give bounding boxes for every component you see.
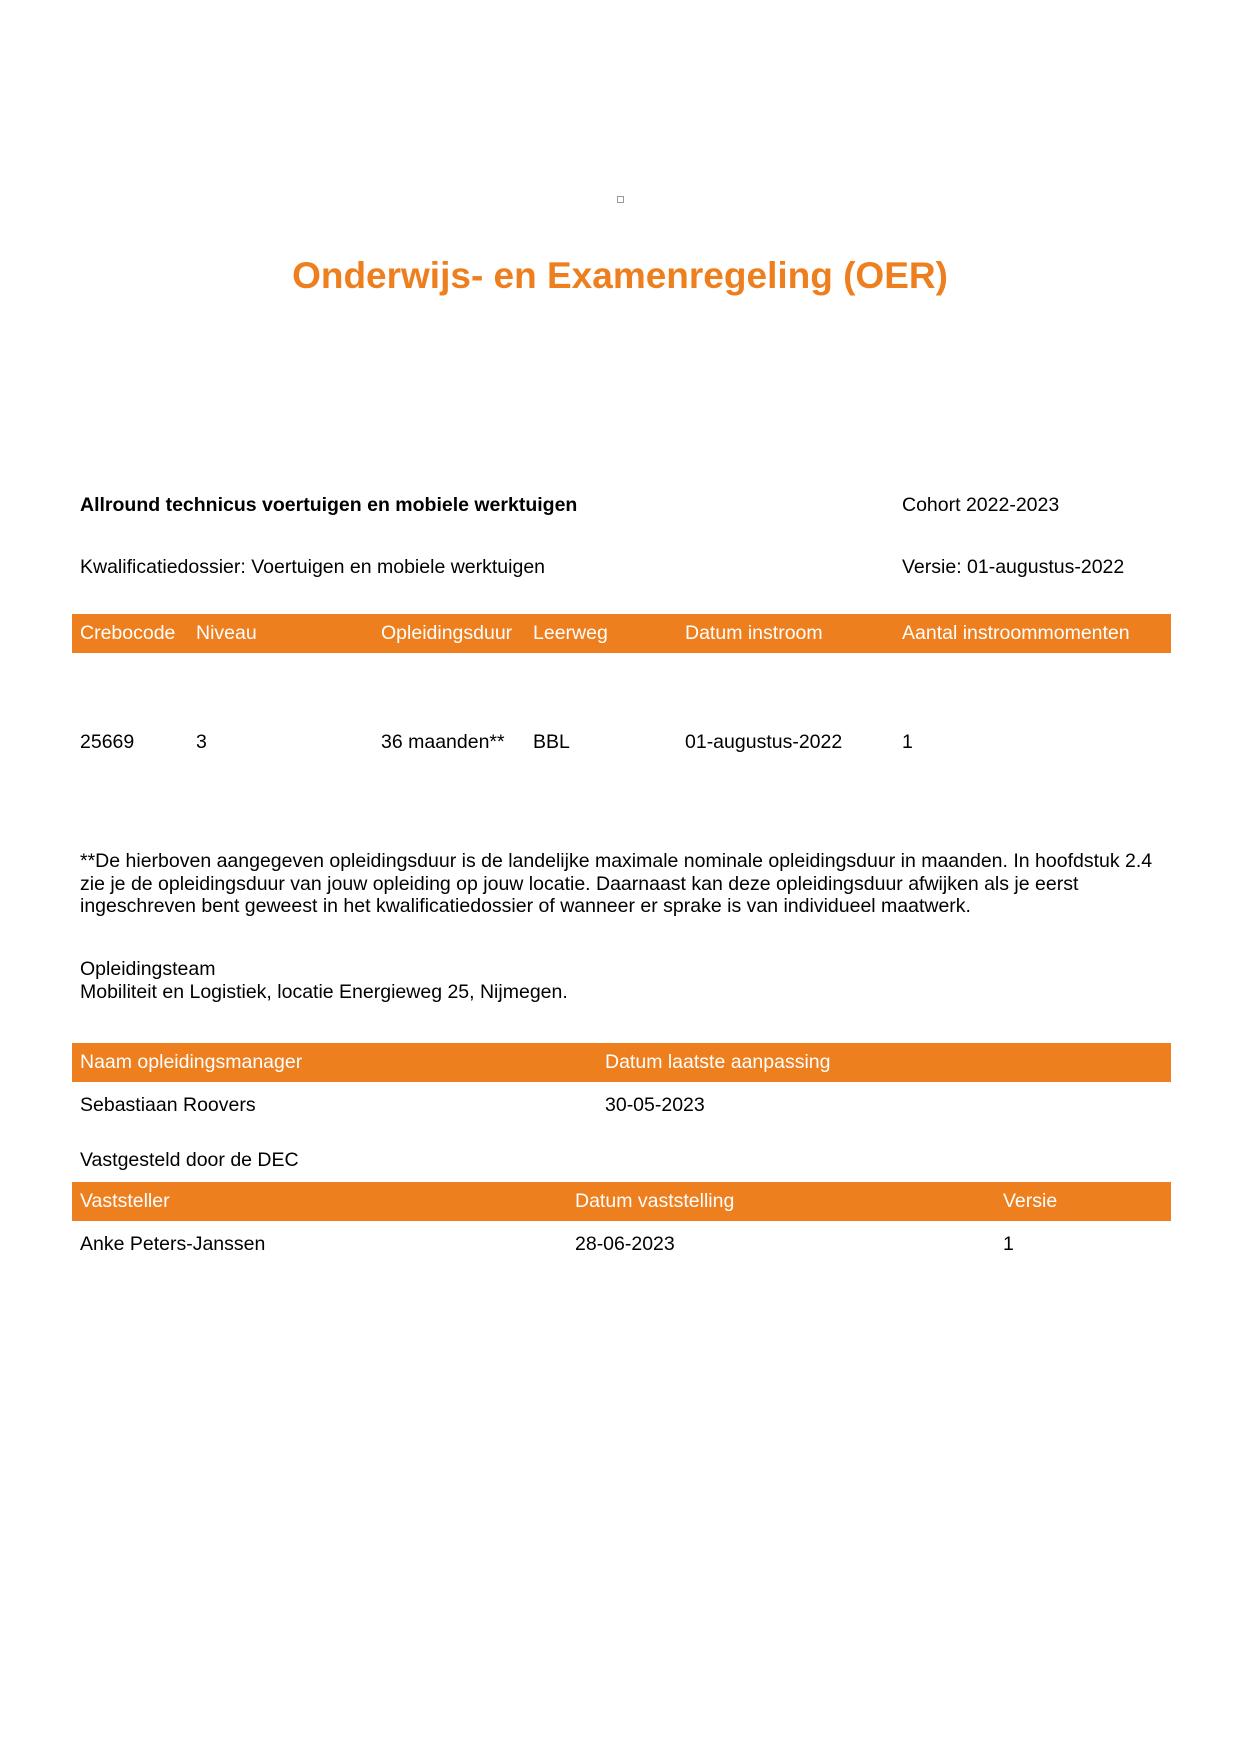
- cell-niveau: 3: [196, 731, 207, 753]
- team-location: Mobiliteit en Logistiek, locatie Energieweg 25, Nijmegen.: [80, 981, 568, 1003]
- cell-last-modified: 30-05-2023: [605, 1094, 705, 1116]
- header-vaststeller: Vaststeller: [80, 1190, 170, 1212]
- header-opleidingsduur: Opleidingsduur: [381, 622, 513, 644]
- image-placeholder: [617, 196, 624, 203]
- cell-aantal-instroommomenten: 1: [902, 731, 913, 753]
- cell-leerweg: BBL: [533, 731, 570, 753]
- info-table-header: [72, 614, 1171, 653]
- cohort-label: Cohort 2022-2023: [902, 494, 1060, 516]
- header-versie: Versie: [1003, 1190, 1058, 1212]
- program-name: Allround technicus voertuigen en mobiele werktuigen: [80, 494, 578, 516]
- dec-label: Vastgesteld door de DEC: [80, 1149, 299, 1171]
- header-leerweg: Leerweg: [533, 622, 608, 644]
- page-title: Onderwijs- en Examenregeling (OER): [292, 255, 948, 296]
- header-aantal-instroommomenten: Aantal instroommomenten: [902, 622, 1130, 644]
- header-naam-opleidingsmanager: Naam opleidingsmanager: [80, 1051, 303, 1073]
- header-datum-laatste-aanpassing: Datum laatste aanpassing: [605, 1051, 831, 1073]
- cell-crebocode: 25669: [80, 731, 135, 753]
- team-block: [80, 958, 568, 1004]
- version-label: Versie: 01-augustus-2022: [902, 556, 1125, 578]
- cell-vaststeller: Anke Peters-Janssen: [80, 1233, 266, 1255]
- cell-datum-vaststelling: 28-06-2023: [575, 1233, 675, 1255]
- approval-table-header: [72, 1182, 1171, 1221]
- header-datum-vaststelling: Datum vaststelling: [575, 1190, 735, 1212]
- cell-datum-instroom: 01-augustus-2022: [685, 731, 843, 753]
- cell-versie: 1: [1003, 1233, 1014, 1255]
- cell-opleidingsduur: 36 maanden**: [381, 731, 505, 753]
- manager-table-header: [72, 1043, 1171, 1082]
- footnote: **De hierboven aangegeven opleidingsduur is de landelijke maximale nominale opleidingsduur in maanden. In hoofdstuk 2.4 zie je de opleidingsduur van jouw opleiding op jouw locatie. Daarnaast kan deze opleidingsduur afwijken als je eerst ingeschreven bent geweest in het kwalificatiedossier of wanneer er sprake is van individueel maatwerk.: [80, 850, 1153, 917]
- header-niveau: Niveau: [196, 622, 257, 644]
- dossier-label: Kwalificatiedossier: Voertuigen en mobiele werktuigen: [80, 556, 546, 578]
- header-datum-instroom: Datum instroom: [685, 622, 823, 644]
- cell-manager-name: Sebastiaan Roovers: [80, 1094, 256, 1116]
- team-label: Opleidingsteam: [80, 958, 216, 980]
- header-crebocode: Crebocode: [80, 622, 176, 644]
